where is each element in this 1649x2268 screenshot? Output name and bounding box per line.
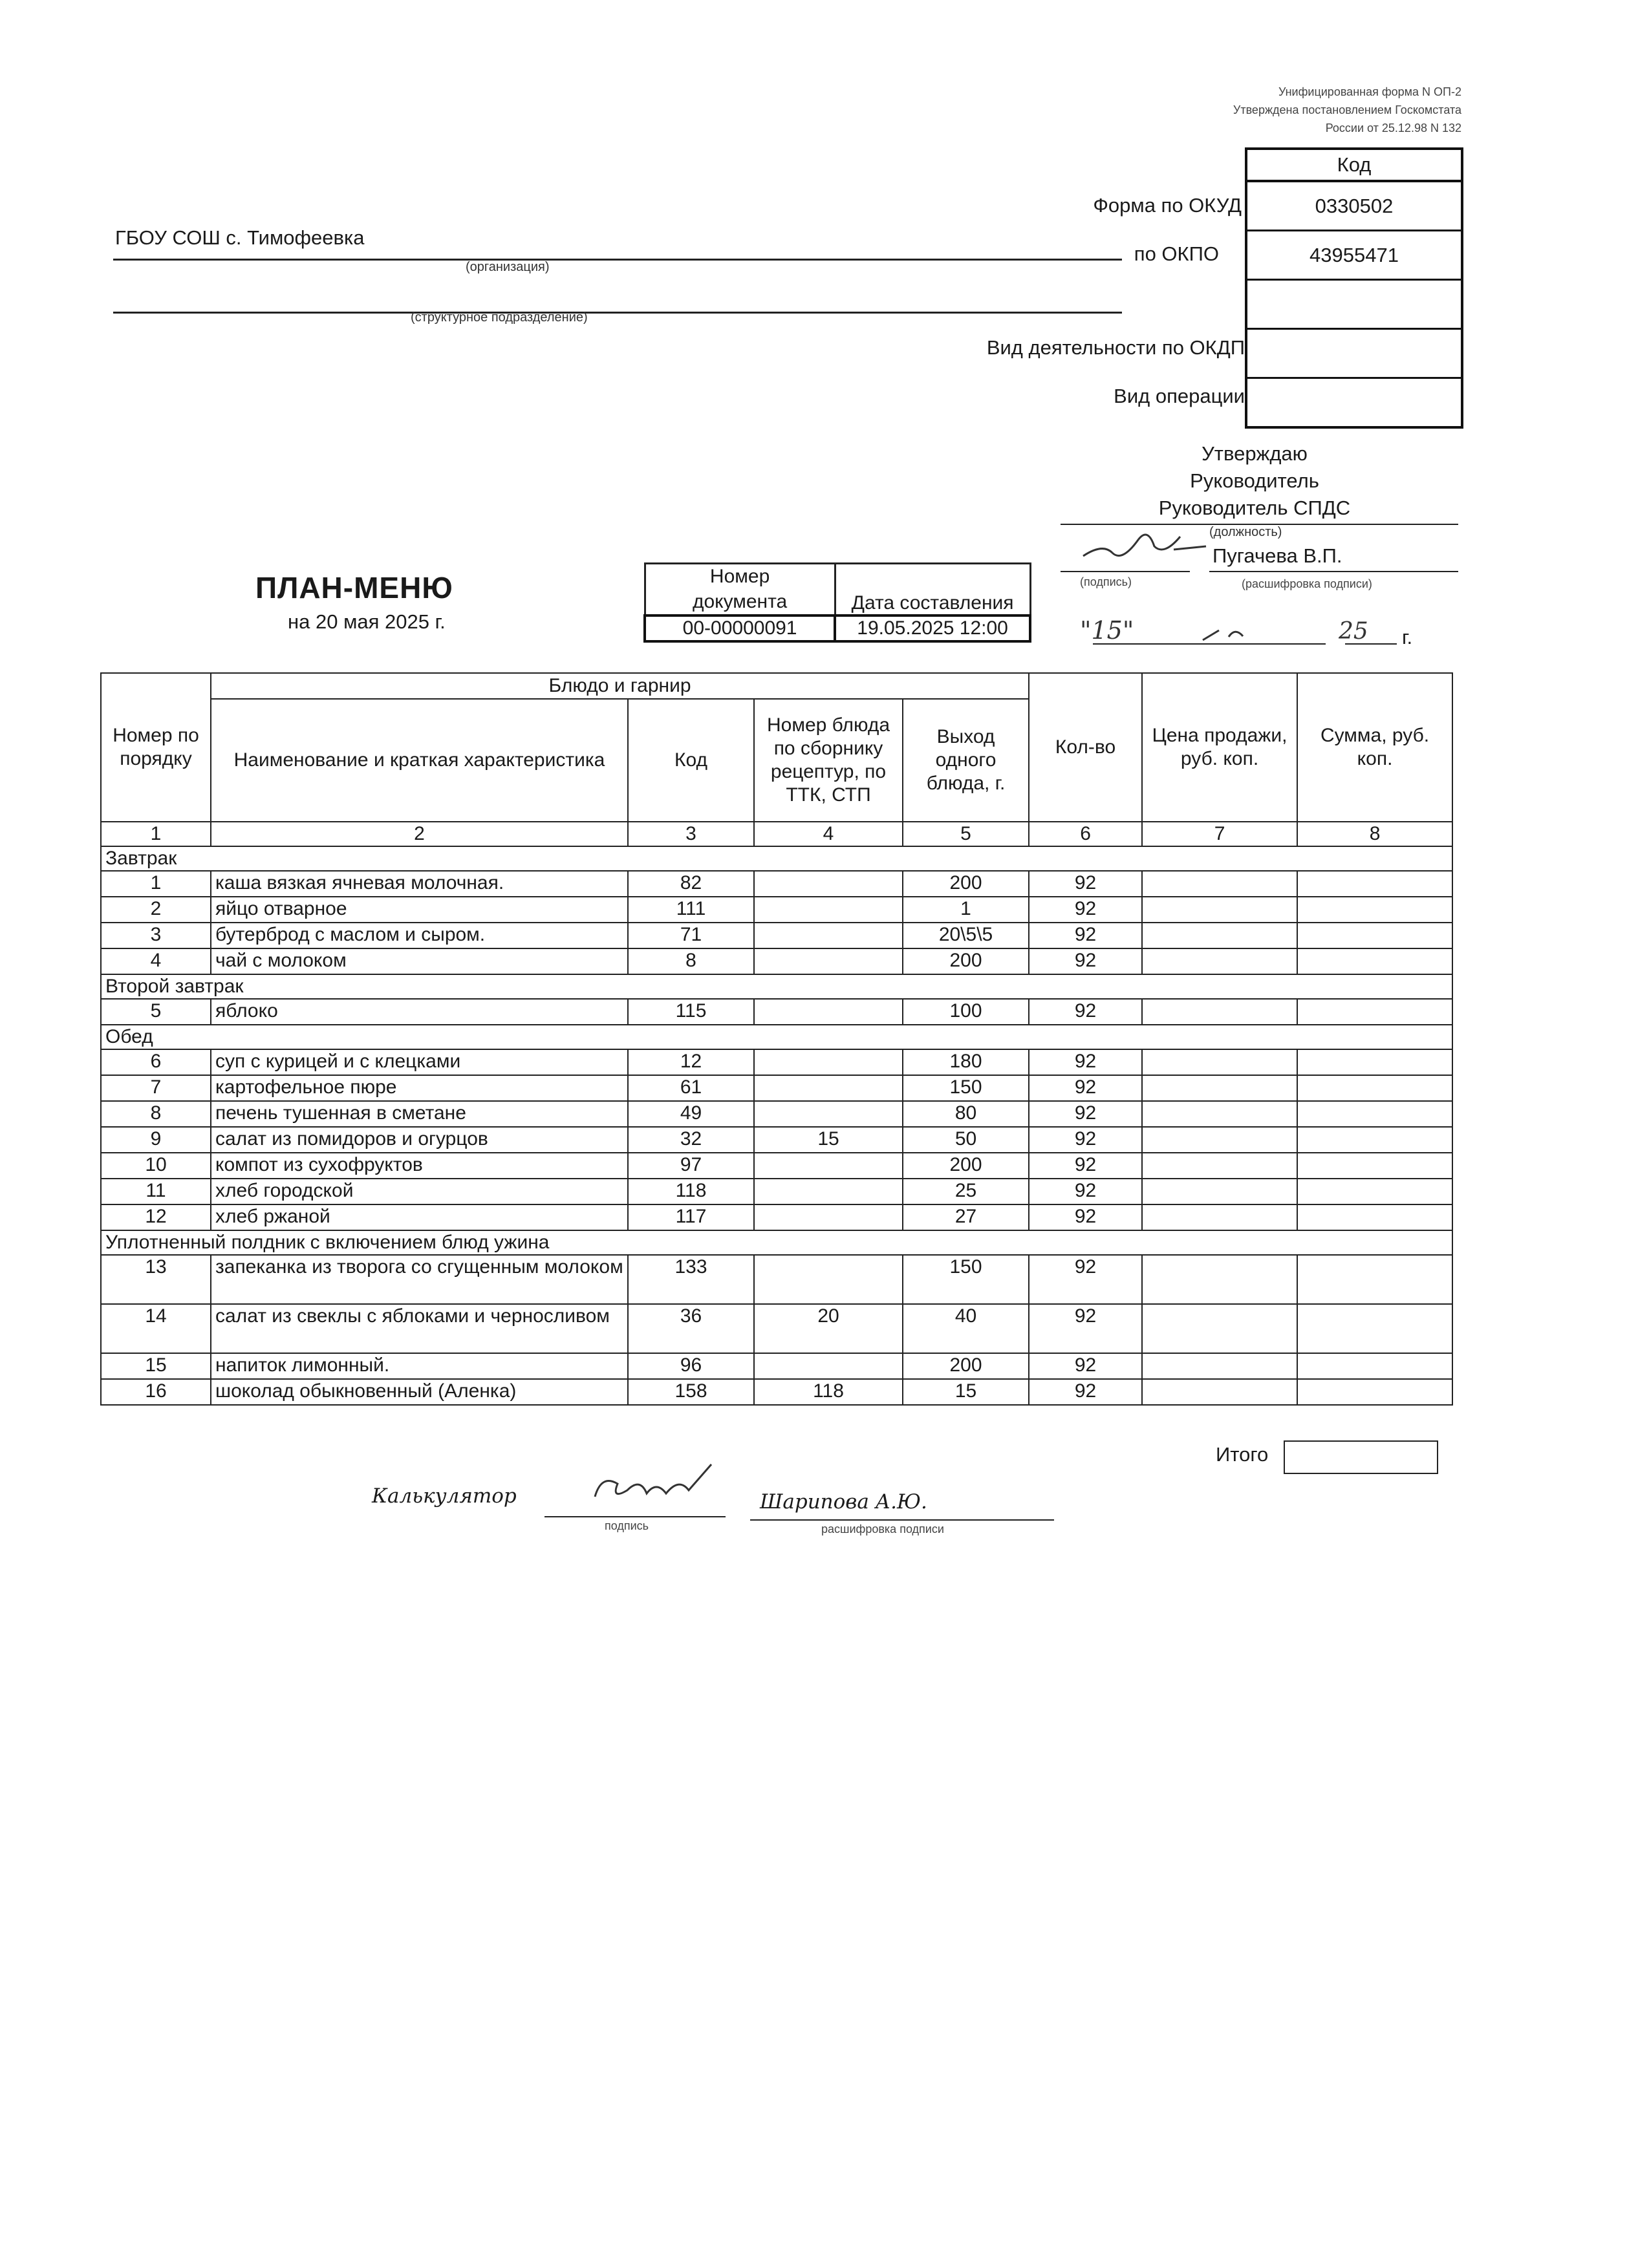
price-cell — [1142, 1304, 1297, 1353]
sum-cell — [1297, 1255, 1452, 1304]
okud-label: Форма по ОКУД — [1093, 194, 1242, 217]
header-dish-group: Блюдо и гарнир — [211, 673, 1029, 699]
row-number: 4 — [101, 948, 211, 974]
price-cell — [1142, 1127, 1297, 1153]
form-header — [1138, 83, 1461, 137]
dish-name: суп с курицей и с клецками — [211, 1049, 628, 1075]
dish-yield: 15 — [903, 1379, 1029, 1405]
dish-qty: 92 — [1029, 1204, 1142, 1230]
dish-yield: 200 — [903, 1353, 1029, 1379]
approve-name-caption: (расшифровка подписи) — [1242, 577, 1372, 590]
price-cell — [1142, 871, 1297, 897]
document-box — [643, 562, 1031, 643]
calculator-signature-icon — [582, 1458, 737, 1510]
recipe-number — [754, 999, 903, 1025]
dish-code: 158 — [628, 1379, 754, 1405]
table-row — [101, 923, 1452, 948]
header-name: Наименование и краткая характеристика — [211, 699, 628, 822]
col-number: 2 — [211, 822, 628, 846]
recipe-number — [754, 1179, 903, 1204]
dish-code: 32 — [628, 1127, 754, 1153]
form-header-line3: России от 25.12.98 N 132 — [1325, 122, 1461, 134]
dish-name: шоколад обыкновенный (Аленка) — [211, 1379, 628, 1405]
approve-signature-caption: (подпись) — [1080, 575, 1132, 588]
dish-code: 12 — [628, 1049, 754, 1075]
recipe-number — [754, 1075, 903, 1101]
table-row — [101, 1153, 1452, 1179]
doc-date: 19.05.2025 12:00 — [835, 615, 1030, 641]
dish-qty: 92 — [1029, 1153, 1142, 1179]
header-qty: Кол-во — [1029, 673, 1142, 822]
dish-code: 115 — [628, 999, 754, 1025]
dish-code: 96 — [628, 1353, 754, 1379]
total-label: Итого — [1216, 1443, 1269, 1466]
price-cell — [1142, 1153, 1297, 1179]
sum-cell — [1297, 1379, 1452, 1405]
price-cell — [1142, 923, 1297, 948]
svg-text:25: 25 — [1339, 618, 1368, 645]
dish-qty: 92 — [1029, 948, 1142, 974]
footer-role: Калькулятор — [372, 1484, 517, 1508]
section-title: Уплотненный полдник с включением блюд ужина — [101, 1230, 1452, 1255]
price-cell — [1142, 1075, 1297, 1101]
dish-qty: 92 — [1029, 871, 1142, 897]
dish-yield: 200 — [903, 871, 1029, 897]
header-yield: Выход одного блюда, г. — [903, 699, 1029, 822]
section-title: Обед — [101, 1025, 1452, 1049]
organization-name: ГБОУ СОШ с. Тимофеевка — [115, 226, 365, 249]
okdp-value — [1247, 330, 1461, 379]
dish-code: 111 — [628, 897, 754, 923]
sum-cell — [1297, 1101, 1452, 1127]
col-number: 4 — [754, 822, 903, 846]
row-number: 15 — [101, 1353, 211, 1379]
sum-cell — [1297, 999, 1452, 1025]
okdp-label: Вид деятельности по ОКДП — [986, 336, 1245, 359]
dish-qty: 92 — [1029, 999, 1142, 1025]
table-row — [101, 999, 1452, 1025]
section-title: Завтрак — [101, 846, 1452, 871]
col-number: 8 — [1297, 822, 1452, 846]
operation-value — [1247, 379, 1461, 429]
section-row — [101, 974, 1452, 999]
dish-yield: 20\5\5 — [903, 923, 1029, 948]
sum-cell — [1297, 1049, 1452, 1075]
dish-code: 8 — [628, 948, 754, 974]
dish-name: напиток лимонный. — [211, 1353, 628, 1379]
col-number: 3 — [628, 822, 754, 846]
row-number: 13 — [101, 1255, 211, 1304]
dish-yield: 40 — [903, 1304, 1029, 1353]
handwritten-date-icon — [1073, 608, 1436, 653]
dish-code: 97 — [628, 1153, 754, 1179]
table-row — [101, 871, 1452, 897]
table-row — [101, 1379, 1452, 1405]
col-number: 6 — [1029, 822, 1142, 846]
approve-role: Руководитель — [1190, 469, 1319, 492]
codes-header: Код — [1247, 150, 1461, 182]
price-cell — [1142, 1179, 1297, 1204]
recipe-number — [754, 1204, 903, 1230]
table-row — [101, 1075, 1452, 1101]
dish-name: компот из сухофруктов — [211, 1153, 628, 1179]
footer-name: Шарипова А.Ю. — [760, 1490, 927, 1514]
dish-name: салат из свеклы с яблоками и черносливом — [211, 1304, 628, 1353]
price-cell — [1142, 1379, 1297, 1405]
dish-code: 61 — [628, 1075, 754, 1101]
table-row — [101, 1304, 1452, 1353]
dish-yield: 200 — [903, 1153, 1029, 1179]
section-row — [101, 1230, 1452, 1255]
price-cell — [1142, 948, 1297, 974]
header-sum: Сумма, руб. коп. — [1297, 673, 1452, 822]
recipe-number — [754, 923, 903, 948]
dish-qty: 92 — [1029, 1179, 1142, 1204]
recipe-number — [754, 871, 903, 897]
approve-name: Пугачева В.П. — [1212, 544, 1342, 567]
sum-cell — [1297, 1204, 1452, 1230]
svg-text:"15": "15" — [1080, 616, 1134, 645]
dish-code: 49 — [628, 1101, 754, 1127]
sum-cell — [1297, 871, 1452, 897]
recipe-number — [754, 1049, 903, 1075]
dish-name: яйцо отварное — [211, 897, 628, 923]
dish-qty: 92 — [1029, 1304, 1142, 1353]
dish-code: 133 — [628, 1255, 754, 1304]
doc-date-label: Дата составления — [835, 564, 1030, 615]
price-cell — [1142, 999, 1297, 1025]
dish-qty: 92 — [1029, 1353, 1142, 1379]
dish-qty: 92 — [1029, 1379, 1142, 1405]
dish-yield: 200 — [903, 948, 1029, 974]
total-value — [1284, 1440, 1438, 1474]
sum-cell — [1297, 1179, 1452, 1204]
doc-number-label-1: Номер — [645, 564, 835, 590]
row-number: 14 — [101, 1304, 211, 1353]
row-number: 16 — [101, 1379, 211, 1405]
dish-name: бутерброд с маслом и сыром. — [211, 923, 628, 948]
okud-value: 0330502 — [1247, 182, 1461, 231]
dish-qty: 92 — [1029, 1101, 1142, 1127]
price-cell — [1142, 1255, 1297, 1304]
dish-name: чай с молоком — [211, 948, 628, 974]
okpo-label: по ОКПО — [1134, 242, 1219, 265]
header-price: Цена продажи, руб. коп. — [1142, 673, 1297, 822]
table-row — [101, 1353, 1452, 1379]
dish-code: 82 — [628, 871, 754, 897]
table-row — [101, 1179, 1452, 1204]
row-number: 1 — [101, 871, 211, 897]
col-number: 5 — [903, 822, 1029, 846]
row-number: 10 — [101, 1153, 211, 1179]
sum-cell — [1297, 948, 1452, 974]
row-number: 12 — [101, 1204, 211, 1230]
table-row — [101, 948, 1452, 974]
dish-yield: 100 — [903, 999, 1029, 1025]
dish-yield: 180 — [903, 1049, 1029, 1075]
dish-yield: 150 — [903, 1075, 1029, 1101]
col-number: 7 — [1142, 822, 1297, 846]
recipe-number — [754, 1101, 903, 1127]
okpo-value: 43955471 — [1247, 231, 1461, 281]
dish-qty: 92 — [1029, 897, 1142, 923]
dish-name: запеканка из творога со сгущенным молоком — [211, 1255, 628, 1304]
dish-code: 36 — [628, 1304, 754, 1353]
recipe-number: 20 — [754, 1304, 903, 1353]
approve-position: Руководитель СПДС — [1158, 497, 1351, 519]
sum-cell — [1297, 897, 1452, 923]
column-numbers-row — [101, 822, 1452, 846]
sum-cell — [1297, 1127, 1452, 1153]
row-number: 5 — [101, 999, 211, 1025]
price-cell — [1142, 1353, 1297, 1379]
approve-label: Утверждаю — [1202, 442, 1308, 465]
table-row — [101, 1101, 1452, 1127]
dish-yield: 1 — [903, 897, 1029, 923]
page-title: ПЛАН-МЕНЮ — [255, 571, 453, 604]
section-row — [101, 846, 1452, 871]
row-number: 11 — [101, 1179, 211, 1204]
recipe-number — [754, 1153, 903, 1179]
menu-table — [100, 672, 1453, 1406]
price-cell — [1142, 897, 1297, 923]
row-number: 8 — [101, 1101, 211, 1127]
footer-name-caption: расшифровка подписи — [821, 1523, 944, 1535]
sum-cell — [1297, 1304, 1452, 1353]
dish-name: хлеб ржаной — [211, 1204, 628, 1230]
recipe-number — [754, 948, 903, 974]
dish-name: яблоко — [211, 999, 628, 1025]
dish-name: каша вязкая ячневая молочная. — [211, 871, 628, 897]
dish-name: печень тушенная в сметане — [211, 1101, 628, 1127]
header-recipe: Номер блюда по сборнику рецептур, по ТТК, СТП — [754, 699, 903, 822]
dish-code: 117 — [628, 1204, 754, 1230]
form-header-line2: Утверждена постановлением Госкомстата — [1233, 103, 1461, 116]
row-number: 7 — [101, 1075, 211, 1101]
approve-date-suffix: г. — [1402, 626, 1413, 648]
table-row — [101, 1204, 1452, 1230]
dish-qty: 92 — [1029, 923, 1142, 948]
subdivision-caption: (структурное подразделение) — [411, 310, 588, 325]
recipe-number: 118 — [754, 1379, 903, 1405]
page-subtitle-date: на 20 мая 2025 г. — [288, 610, 446, 633]
dish-name: хлеб городской — [211, 1179, 628, 1204]
sum-cell — [1297, 1353, 1452, 1379]
recipe-number — [754, 897, 903, 923]
row-number: 9 — [101, 1127, 211, 1153]
price-cell — [1142, 1204, 1297, 1230]
dish-qty: 92 — [1029, 1075, 1142, 1101]
row-number: 6 — [101, 1049, 211, 1075]
operation-label: Вид операции — [1114, 385, 1245, 407]
row-number: 3 — [101, 923, 211, 948]
footer-signature-caption: подпись — [605, 1519, 649, 1532]
dish-yield: 50 — [903, 1127, 1029, 1153]
sum-cell — [1297, 1075, 1452, 1101]
recipe-number: 15 — [754, 1127, 903, 1153]
price-cell — [1142, 1049, 1297, 1075]
row-number: 2 — [101, 897, 211, 923]
table-row — [101, 1049, 1452, 1075]
director-signature-icon — [1077, 520, 1219, 566]
dish-yield: 27 — [903, 1204, 1029, 1230]
form-header-line1: Унифицированная форма N ОП-2 — [1278, 85, 1461, 98]
sum-cell — [1297, 923, 1452, 948]
recipe-number — [754, 1353, 903, 1379]
dish-code: 71 — [628, 923, 754, 948]
dish-name: картофельное пюре — [211, 1075, 628, 1101]
dish-qty: 92 — [1029, 1049, 1142, 1075]
dish-code: 118 — [628, 1179, 754, 1204]
position-caption: (должность) — [1209, 525, 1282, 539]
sum-cell — [1297, 1153, 1452, 1179]
dish-yield: 150 — [903, 1255, 1029, 1304]
dish-yield: 25 — [903, 1179, 1029, 1204]
price-cell — [1142, 1101, 1297, 1127]
table-row — [101, 1255, 1452, 1304]
section-title: Второй завтрак — [101, 974, 1452, 999]
dish-yield: 80 — [903, 1101, 1029, 1127]
doc-number-label-2: документа — [645, 590, 835, 615]
table-row — [101, 1127, 1452, 1153]
header-num: Номер по порядку — [101, 673, 211, 822]
dish-qty: 92 — [1029, 1127, 1142, 1153]
dish-name: салат из помидоров и огурцов — [211, 1127, 628, 1153]
dish-qty: 92 — [1029, 1255, 1142, 1304]
col-number: 1 — [101, 822, 211, 846]
recipe-number — [754, 1255, 903, 1304]
empty-code-cell — [1247, 281, 1461, 330]
doc-number: 00-00000091 — [645, 615, 835, 641]
section-row — [101, 1025, 1452, 1049]
organization-caption: (организация) — [466, 260, 550, 274]
header-code: Код — [628, 699, 754, 822]
codes-box — [1245, 147, 1463, 429]
table-row — [101, 897, 1452, 923]
